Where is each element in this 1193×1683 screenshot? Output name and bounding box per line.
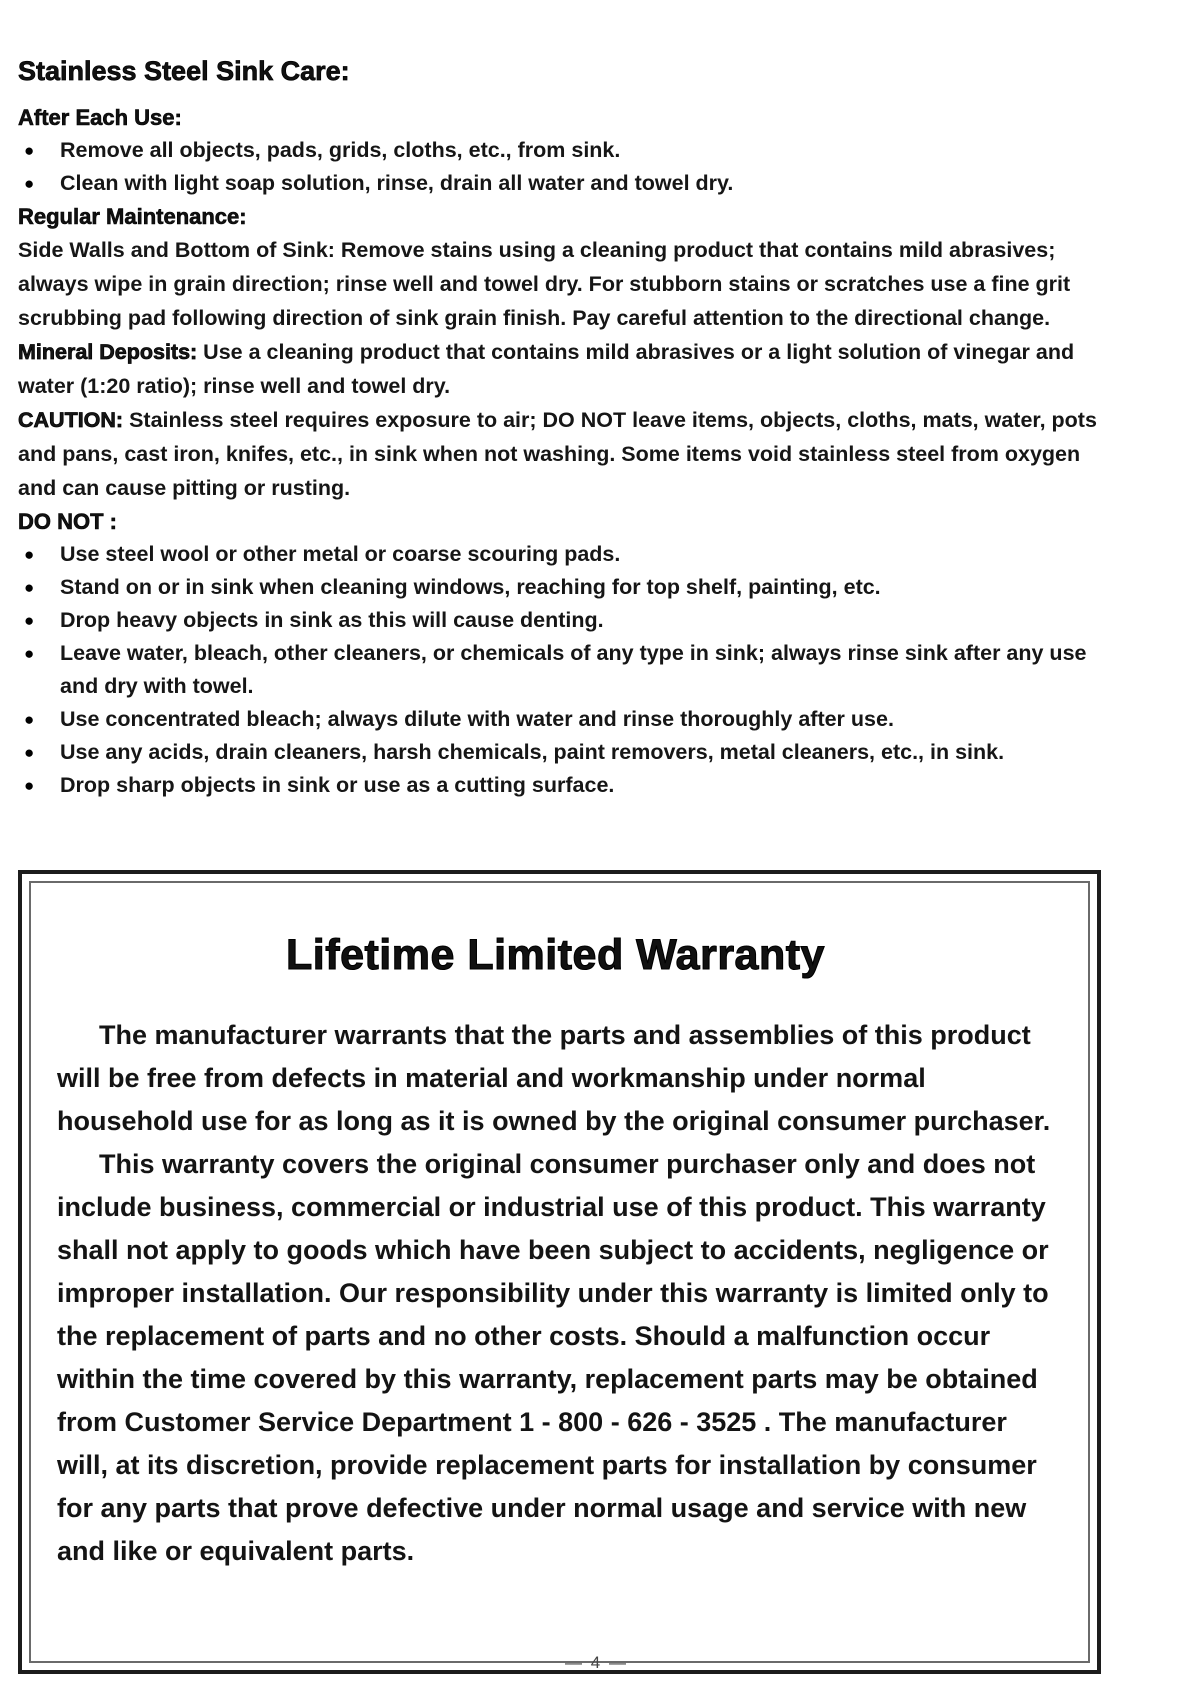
list-item-text: Drop sharp objects in sink or use as a cutting surface. [60,773,615,797]
list-item [18,538,1101,571]
page-number: — 4 — [565,1653,628,1672]
list-item-text: Stand on or in sink when cleaning windows, reaching for top shelf, painting, etc. [60,575,881,599]
bullet-icon: ● [24,743,35,762]
bullet-icon: ● [24,776,35,795]
after-each-use-list [18,134,1101,200]
warranty-title: Lifetime Limited Warranty [286,931,825,979]
list-item-text: Leave water, bleach, other cleaners, or chemicals of any type in sink; always rinse sink after any use and dry with towel. [60,641,1087,698]
bullet-icon: ● [24,174,35,193]
list-item-text: Remove all objects, pads, grids, cloths, etc., from sink. [60,138,621,162]
list-item-text: Use any acids, drain cleaners, harsh chemicals, paint removers, metal cleaners, etc., in sink. [60,740,1005,764]
list-item-text: Clean with light soap solution, rinse, drain all water and towel dry. [60,171,734,195]
list-item-text: Use steel wool or other metal or coarse scouring pads. [60,542,621,566]
list-item [18,604,1101,637]
list-item-text: Use concentrated bleach; always dilute with water and rinse thoroughly after use. [60,707,894,731]
warranty-paragraph: The manufacturer warrants that the parts and assemblies of this product will be free from defects in material and workmanship under normal household use for as long as it is owned by the original consumer purchaser. [57,1020,1051,1136]
list-item-text: Drop heavy objects in sink as this will cause denting. [60,608,604,632]
regular-maintenance-paragraph: Side Walls and Bottom of Sink: Remove stains using a cleaning product that contains mild abrasives; always wipe in grain direction; rinse well and towel dry. For stubborn stains or scratches use a fine grit scrubbing pad following direction of sink grain finish. Pay careful attention to the directional change. [18,238,1071,330]
warranty-box [18,870,1101,1674]
bullet-icon: ● [24,710,35,729]
warranty-body [57,1014,1054,1573]
caution-label: CAUTION: [18,408,124,432]
bullet-icon: ● [24,545,35,564]
bullet-icon: ● [24,578,35,597]
care-section-title: Stainless Steel Sink Care: [18,56,350,86]
list-item [18,134,1101,167]
bullet-icon: ● [24,611,35,630]
list-item [18,703,1101,736]
bullet-icon: ● [24,644,35,663]
warranty-paragraph: This warranty covers the original consumer purchaser only and does not include business, commercial or industrial use of this product. This warranty shall not apply to goods which have been subject to accidents, negligence or improper installation. Our responsibility under this warranty is limited only to the replacement of parts and no other costs. Should a malfunction occur within the time covered by this warranty, replacement parts may be obtained from Customer Service Department 1 - 800 - 626 - 3525 . The manufacturer will, at its discretion, provide replacement parts for installation by consumer for any parts that prove defective under normal usage and service with new and like or equivalent parts. [57,1149,1049,1566]
list-item [18,637,1101,703]
list-item [18,736,1101,769]
regular-maintenance-heading: Regular Maintenance: [18,204,247,229]
warranty-box-inner [29,881,1090,1663]
mineral-deposits-text: Use a cleaning product that contains mild abrasives or a light solution of vinegar and water (1:20 ratio); rinse well and towel dry. [18,340,1075,398]
caution-text: Stainless steel requires exposure to air; DO NOT leave items, objects, cloths, mats, water, pots and pans, cast iron, knifes, etc., in sink when not washing. Some items void stainless steel from oxygen and can cause pitting or rusting. [18,408,1097,500]
list-item [18,769,1101,802]
mineral-deposits-paragraph [18,335,1101,403]
bullet-icon: ● [24,141,35,160]
caution-paragraph [18,403,1101,505]
mineral-deposits-label: Mineral Deposits: [18,340,198,364]
list-item [18,167,1101,200]
list-item [18,571,1101,604]
after-each-use-heading: After Each Use: [18,105,182,130]
do-not-heading: DO NOT : [18,509,117,534]
do-not-list [18,538,1101,802]
